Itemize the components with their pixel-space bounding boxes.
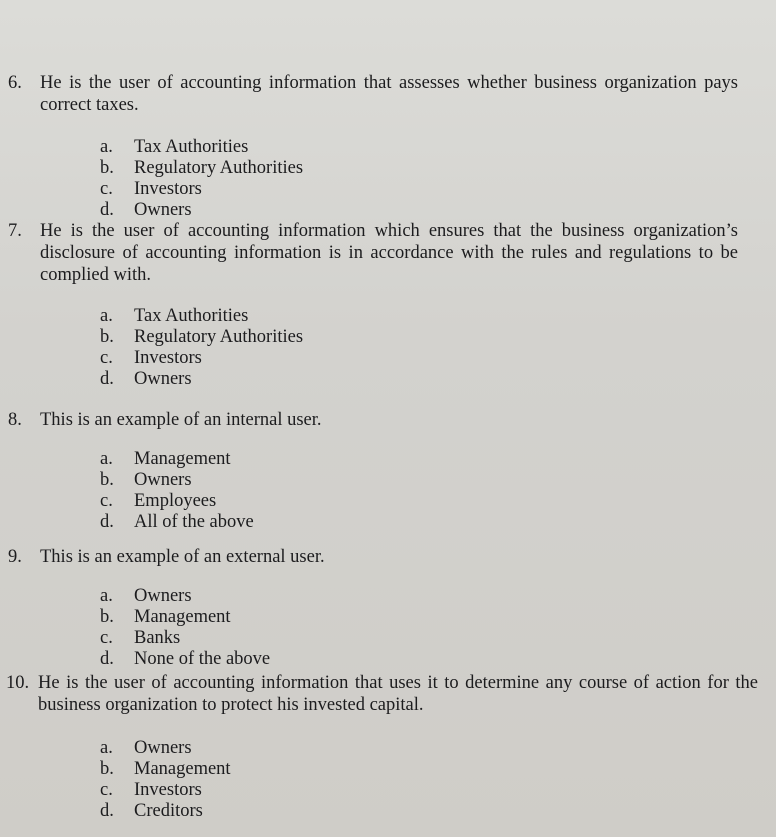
option-letter: a.	[100, 586, 113, 606]
option-letter: b.	[100, 470, 114, 490]
option-letter: c.	[100, 780, 113, 800]
question-text: He is the user of accounting information that assesses whether business organization pays correct taxes.	[40, 73, 738, 115]
option-c	[0, 491, 776, 512]
answer-options	[0, 306, 776, 390]
option-letter: b.	[100, 158, 114, 178]
option-c	[0, 179, 776, 200]
option-text: Owners	[134, 586, 192, 606]
option-letter: d.	[100, 369, 114, 389]
option-letter: d.	[100, 649, 114, 669]
option-text: Management	[134, 607, 231, 627]
option-letter: d.	[100, 512, 114, 532]
answer-options	[0, 449, 776, 533]
option-a	[0, 738, 776, 759]
option-c	[0, 628, 776, 649]
option-c	[0, 780, 776, 801]
option-letter: b.	[100, 759, 114, 779]
option-letter: c.	[100, 179, 113, 199]
option-d	[0, 369, 776, 390]
question-number: 9.	[8, 547, 22, 567]
question-number: 6.	[8, 73, 22, 93]
option-b	[0, 607, 776, 628]
option-a	[0, 449, 776, 470]
option-text: Owners	[134, 200, 192, 220]
option-a	[0, 137, 776, 158]
option-a	[0, 306, 776, 327]
question-number: 8.	[8, 410, 22, 430]
question-stem	[0, 672, 776, 716]
question-9	[0, 546, 776, 670]
question-text: He is the user of accounting information that uses it to determine any course of action for the business organization to protect his invested capital.	[38, 673, 758, 715]
option-text: Owners	[134, 369, 192, 389]
question-number: 7.	[8, 221, 22, 241]
option-text: None of the above	[134, 649, 271, 669]
option-text: Regulatory Authorities	[134, 327, 304, 347]
option-text: Banks	[134, 628, 181, 648]
option-text: Investors	[134, 348, 202, 368]
option-text: Tax Authorities	[134, 137, 249, 157]
question-7	[0, 220, 776, 390]
option-letter: c.	[100, 491, 113, 511]
option-text: Tax Authorities	[134, 306, 249, 326]
option-text: All of the above	[134, 512, 254, 532]
option-text: Owners	[134, 738, 192, 758]
answer-options	[0, 586, 776, 670]
option-letter: a.	[100, 137, 113, 157]
option-letter: d.	[100, 200, 114, 220]
option-text: Creditors	[134, 801, 203, 821]
option-b	[0, 759, 776, 780]
question-stem	[0, 546, 776, 568]
option-b	[0, 327, 776, 348]
question-text: This is an example of an external user.	[40, 547, 325, 567]
option-letter: c.	[100, 348, 113, 368]
option-d	[0, 801, 776, 822]
question-text: This is an example of an internal user.	[40, 410, 322, 430]
option-d	[0, 649, 776, 670]
option-letter: a.	[100, 738, 113, 758]
option-text: Owners	[134, 470, 192, 490]
option-d	[0, 512, 776, 533]
option-letter: a.	[100, 306, 113, 326]
option-text: Management	[134, 759, 231, 779]
option-text: Employees	[134, 491, 217, 511]
option-text: Regulatory Authorities	[134, 158, 304, 178]
answer-options	[0, 738, 776, 822]
question-stem	[0, 220, 776, 286]
question-6	[0, 72, 776, 221]
option-b	[0, 158, 776, 179]
option-letter: a.	[100, 449, 113, 469]
question-stem	[0, 409, 776, 431]
question-stem	[0, 72, 776, 116]
question-number: 10.	[6, 673, 30, 693]
question-8	[0, 409, 776, 533]
option-text: Management	[134, 449, 231, 469]
answer-options	[0, 137, 776, 221]
question-10	[0, 672, 776, 822]
option-d	[0, 200, 776, 221]
option-letter: d.	[100, 801, 114, 821]
option-text: Investors	[134, 179, 202, 199]
question-text: He is the user of accounting information which ensures that the business organization’s disclosure of accounting information is in accordance with the rules and regulations to be complied with.	[40, 221, 738, 285]
option-letter: b.	[100, 327, 114, 347]
option-letter: b.	[100, 607, 114, 627]
option-c	[0, 348, 776, 369]
option-b	[0, 470, 776, 491]
option-letter: c.	[100, 628, 113, 648]
option-text: Investors	[134, 780, 202, 800]
option-a	[0, 586, 776, 607]
